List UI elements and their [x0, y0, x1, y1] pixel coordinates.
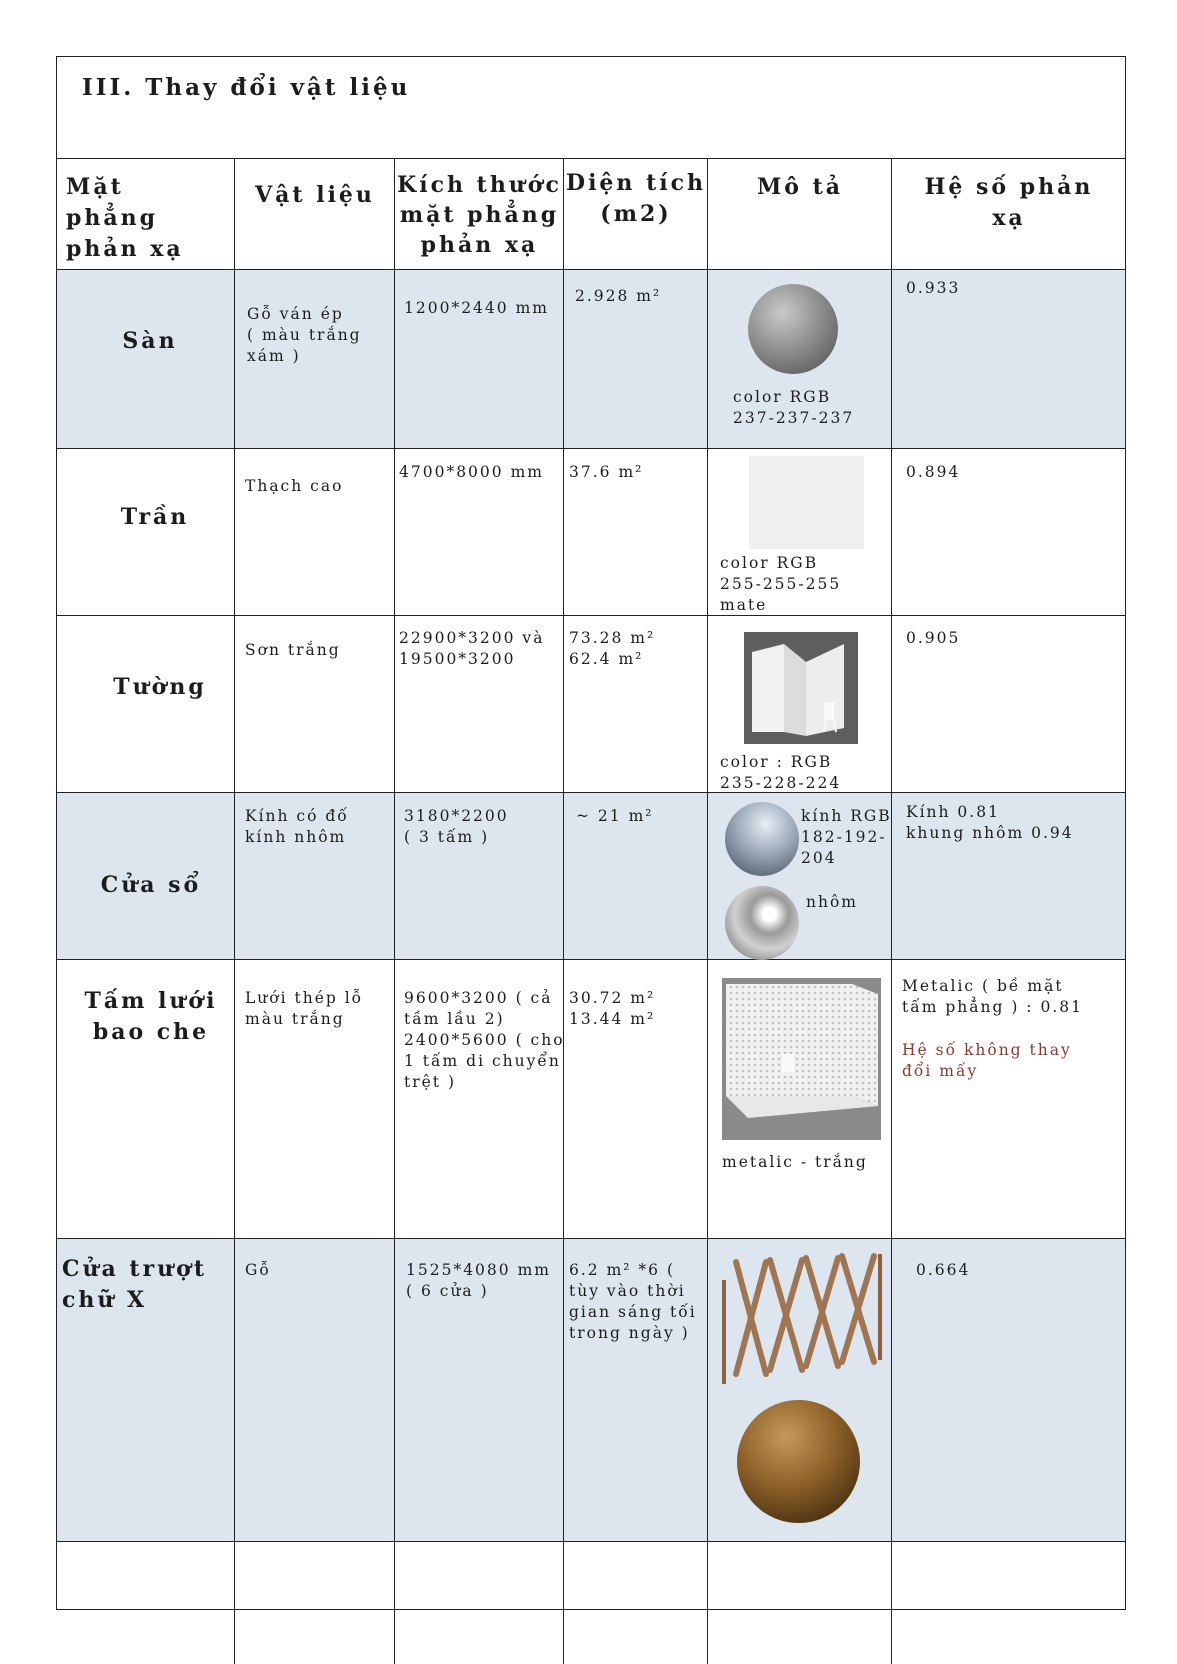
gypsum-swatch-icon	[749, 456, 864, 549]
cell-coefficient: 0.933	[906, 279, 961, 297]
cell-description: color RGB 237-237-237	[733, 388, 855, 427]
cell-material: Kính có đố kính nhôm	[245, 807, 349, 846]
cell-coefficient: Kính 0.81 khung nhôm 0.94	[906, 803, 1074, 842]
cell-coefficient: 0.664	[916, 1261, 971, 1279]
cell-size: 1525*4080 mm ( 6 cửa )	[406, 1261, 551, 1300]
rule	[56, 448, 1126, 449]
cell-size: 22900*3200 và 19500*3200	[399, 629, 545, 668]
cell-size: 1200*2440 mm	[404, 299, 549, 317]
rule	[56, 959, 1126, 960]
row-surface-tuong: Tường	[113, 674, 207, 700]
cell-size: 4700*8000 mm	[399, 463, 544, 481]
cell-coefficient: 0.894	[906, 463, 961, 481]
cell-description-aluminum: nhôm	[806, 893, 858, 911]
sphere-gray-icon	[748, 284, 838, 374]
cell-description: color : RGB 235-228-224	[720, 753, 842, 792]
cell-coefficient: 0.905	[906, 629, 961, 647]
cell-area: ~ 21 m²	[576, 807, 654, 825]
cell-material: Gỗ	[245, 1261, 271, 1279]
cell-material: Lưới thép lỗ màu trắng	[245, 989, 364, 1028]
cell-description: color RGB 255-255-255 mate	[720, 554, 842, 614]
cell-material: Sơn trắng	[245, 641, 341, 659]
cell-area: 37.6 m²	[569, 463, 644, 481]
cell-coefficient-note: Hệ số không thay đổi mấy	[902, 1041, 1072, 1080]
row-surface-tran: Trần	[120, 504, 190, 530]
perforated-mesh-model-icon	[722, 978, 881, 1140]
rule	[56, 1238, 1126, 1239]
white-wall-model-icon	[744, 632, 858, 744]
cell-area: 30.72 m² 13.44 m²	[569, 989, 656, 1028]
column-rule	[563, 158, 564, 1664]
row-surface-cua-truot: Cửa trượt chữ X	[62, 1256, 208, 1313]
cell-material: Thạch cao	[245, 477, 344, 495]
cell-area: 73.28 m² 62.4 m²	[569, 629, 656, 668]
header-description: Mô tả	[756, 174, 844, 200]
rule	[56, 615, 1126, 616]
cell-description: kính RGB 182-192- 204	[801, 807, 892, 867]
cell-size: 9600*3200 ( cả tầm lầu 2) 2400*5600 ( cho 1 tấm di chuyển trệt )	[404, 989, 565, 1091]
header-size: Kích thước mặt phẳng phản xạ	[397, 172, 562, 258]
column-rule	[234, 158, 235, 1664]
rule	[56, 1541, 1126, 1542]
row-surface-tam-luoi: Tấm lưới bao che	[84, 988, 218, 1045]
sphere-aluminum-icon	[725, 886, 799, 960]
rule	[56, 269, 1126, 270]
row-surface-san: Sàn	[122, 328, 178, 354]
wood-x-frame-icon	[718, 1250, 886, 1384]
rule	[56, 792, 1126, 793]
header-material: Vật liệu	[255, 182, 375, 208]
cell-size: 3180*2200 ( 3 tấm )	[404, 807, 509, 846]
header-surface: Mặt phẳng phản xạ	[66, 174, 184, 262]
sphere-wood-icon	[737, 1400, 860, 1523]
column-rule	[707, 158, 708, 1664]
cell-area: 6.2 m² *6 ( tùy vào thời gian sáng tối trong ngày )	[569, 1261, 697, 1342]
rule	[56, 158, 1126, 159]
column-rule	[891, 158, 892, 1664]
cell-area: 2.928 m²	[575, 287, 662, 305]
row-surface-cua-so: Cửa sổ	[100, 872, 202, 898]
cell-description: metalic - trắng	[722, 1153, 868, 1171]
column-rule	[394, 158, 395, 1664]
sphere-glass-icon	[725, 802, 799, 876]
section-title: III. Thay đổi vật liệu	[82, 74, 411, 101]
cell-coefficient: Metalic ( bề mặt tấm phẳng ) : 0.81	[902, 977, 1083, 1016]
header-coefficient: Hệ số phản xạ	[924, 174, 1094, 231]
header-area: Diện tích (m2)	[566, 170, 706, 227]
cell-material: Gỗ ván ép ( màu trắng xám )	[247, 305, 362, 365]
